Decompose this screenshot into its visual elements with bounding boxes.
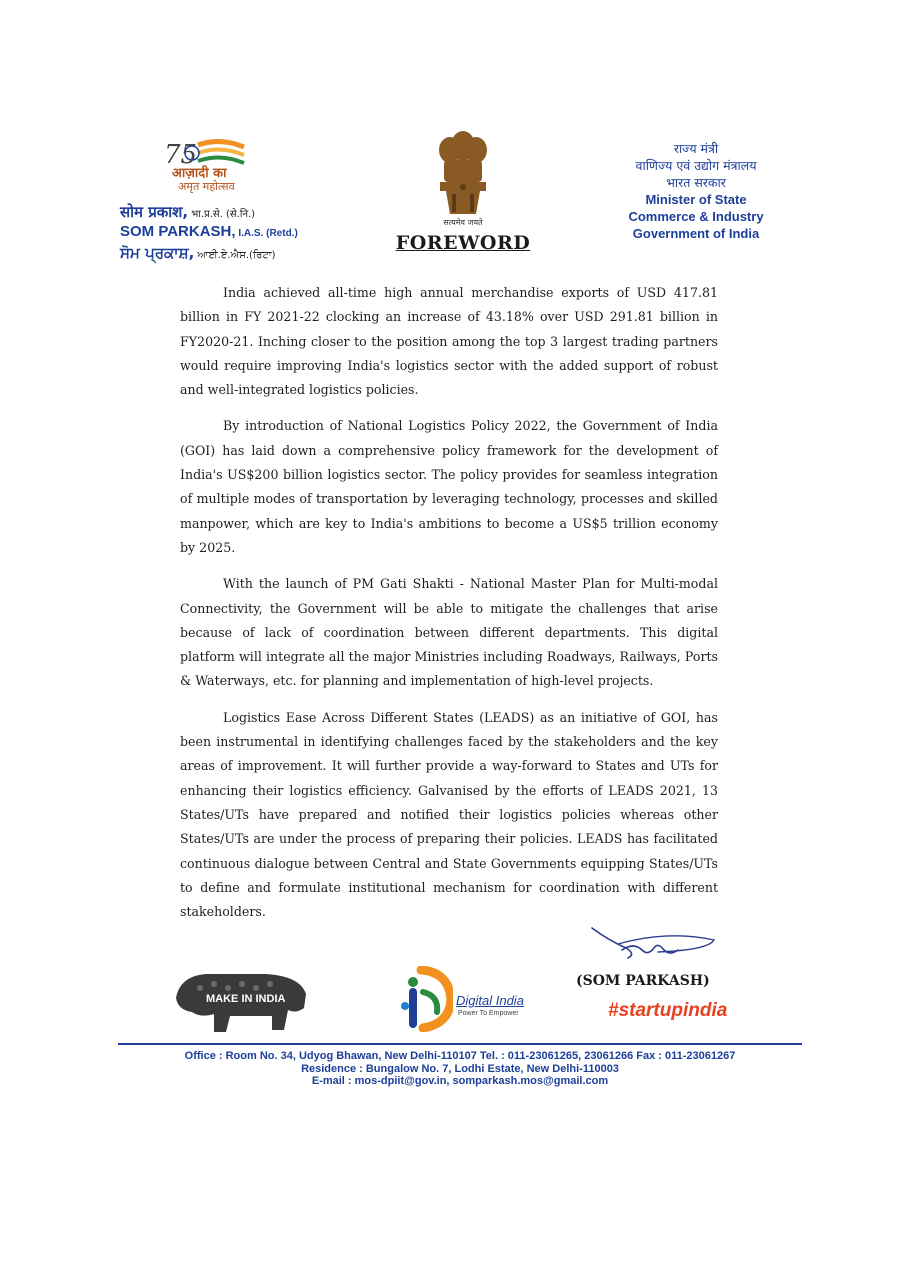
- minister-name-english: [120, 223, 298, 240]
- ministry-english-line-3: Government of India: [632, 226, 760, 241]
- make-in-india-lion-logo: [170, 968, 310, 1038]
- minister-name-hindi-text: सोम प्रकाश,: [120, 203, 189, 221]
- ministry-english-line-2: Commerce & Industry: [628, 209, 764, 224]
- ministry-hindi-line-3: भारत सरकार: [666, 175, 726, 190]
- page-title: FOREWORD: [395, 232, 531, 254]
- paragraph: India achieved all-time high annual merchandise exports of USD 417.81 billion in FY 2021-22 clocking an increase of 43.18% over USD 291.81 billion in FY2020-21. Inching closer to the position among the top 3 largest trading partners would require improving India's logistics sector with the added support of robust and well-integrated logistics policies.: [180, 285, 718, 398]
- footer-contact: [118, 1050, 802, 1088]
- digital-india-logo: [393, 966, 453, 1032]
- ministry-hindi-line-1: राज्य मंत्री: [673, 141, 719, 156]
- azadi-logo-line1: आज़ादी का: [172, 166, 227, 181]
- handwritten-signature: [588, 920, 718, 966]
- ministry-english-line-1: Minister of State: [645, 192, 747, 207]
- minister-name-english-text: SOM PARKASH,: [120, 223, 236, 240]
- ministry-hindi-line-2: वाणिज्य एवं उद्योग मंत्रालय: [635, 158, 757, 173]
- minister-title-punjabi: ਆਈ.ਏ.ਐਸ.(ਰਿਟਾ): [194, 250, 276, 261]
- minister-title-hindi: भा.प्र.से. (से.नि.): [188, 209, 256, 220]
- email-address: E-mail : mos-dpiit@gov.in, somparkash.mos@gmail.com: [311, 1075, 609, 1087]
- startup-india-logo: #startupindia: [608, 1000, 728, 1021]
- minister-name-punjabi: [120, 244, 276, 262]
- residence-address: Residence : Bungalow No. 7, Lodhi Estate, New Delhi-110003: [301, 1062, 619, 1075]
- paragraph: By introduction of National Logistics Policy 2022, the Government of India (GOI) has laid down a comprehensive policy framework for the development of India's US$200 billion logistics sector. The policy provides for seamless integration of multiple modes of transportation by leveraging technology, processes and skilled manpower, which are key to India's ambitions to become a US$5 trillion economy by 2025.: [180, 418, 718, 555]
- digital-india-tagline: Power To Empower: [458, 1010, 519, 1017]
- digital-india-title: Digital India: [456, 993, 524, 1008]
- emblem-motto: सत्यमेव जयते: [443, 218, 483, 227]
- state-emblem-icon: [432, 128, 494, 218]
- ministry-header: [606, 140, 786, 242]
- azadi-logo-line2: अमृत महोत्सव: [178, 180, 235, 193]
- footer-divider: [118, 1043, 802, 1045]
- minister-name-hindi: [120, 202, 255, 222]
- signatory-name: (SOM PARKASH): [576, 973, 710, 989]
- minister-title-english: I.A.S. (Retd.): [235, 228, 298, 239]
- make-in-india-text: MAKE IN INDIA: [206, 993, 286, 1005]
- azadi-logo-number: 75: [164, 140, 198, 170]
- paragraph: Logistics Ease Across Different States (LEADS) as an initiative of GOI, has been instrumental in identifying challenges faced by the stakeholders and the key areas of improvement. It will further provide a way-forward to States and UTs for enhancing their logistics efficiency. Galvanised by the efforts of LEADS 2021, 13 States/UTs have prepared and notified their logistics policies whereas other States/UTs are under the process of preparing their policies. LEADS has facilitated continuous dialogue between Central and State Governments equipping States/UTs to define and formulate institutional mechanism for coordination with different stakeholders.: [180, 709, 718, 920]
- minister-name-punjabi-text: ਸੋਮ ਪ੍ਰਕਾਸ਼,: [120, 244, 195, 262]
- paragraph: With the launch of PM Gati Shakti - National Master Plan for Multi-modal Connectivity, the Government will be able to mitigate the challenges that arise because of lack of coordination between different departments. This digital platform will integrate all the major Ministries including Roadways, Railways, Ports & Waterways, etc. for planning and implementation of high-level projects.: [180, 576, 718, 689]
- foreword-body: [180, 281, 718, 936]
- office-address: Office : Room No. 34, Udyog Bhawan, New Delhi-110107 Tel. : 011-23061265, 23061266 Fax : 011-23061267: [184, 1050, 736, 1062]
